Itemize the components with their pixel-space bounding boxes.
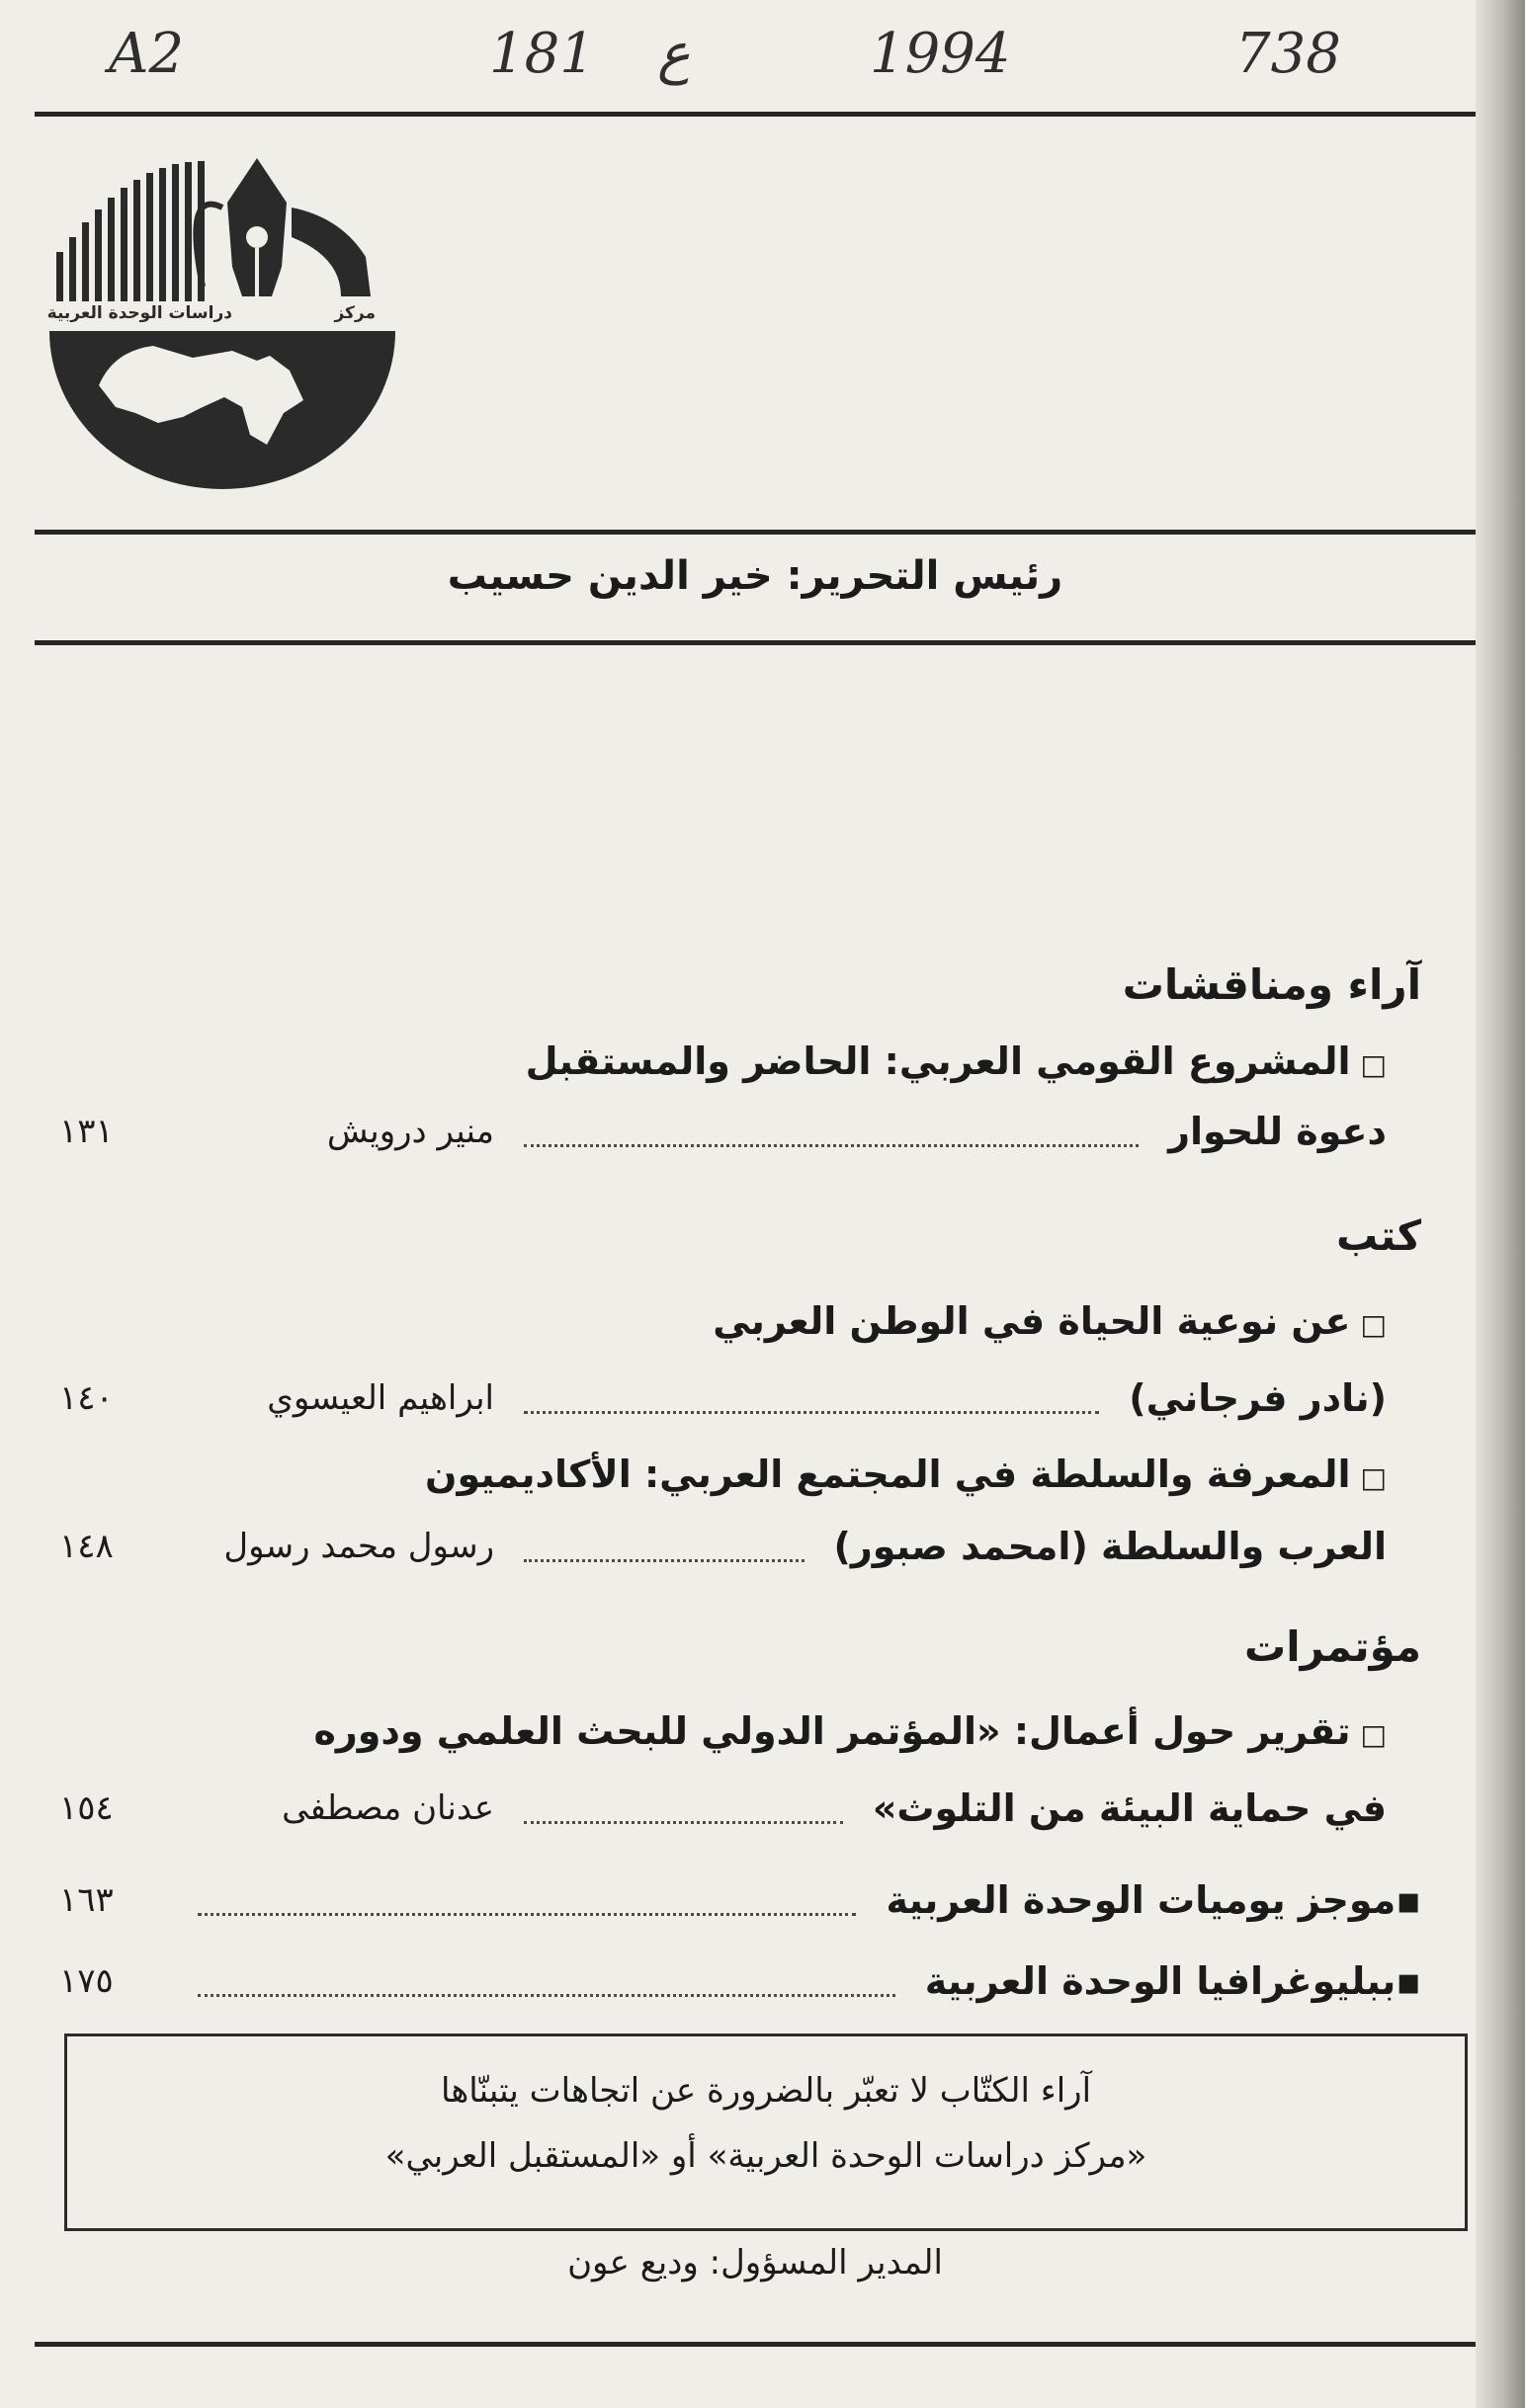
handwritten-note-d: 1994 bbox=[870, 22, 1011, 86]
handwritten-note-a: A2 bbox=[109, 22, 185, 86]
section-title: كتب bbox=[1335, 1211, 1421, 1260]
top-rule bbox=[35, 112, 1476, 117]
logo-word-name: دراسات الوحدة العربية bbox=[46, 303, 232, 323]
dot-leader bbox=[524, 1549, 805, 1562]
dot-leader bbox=[524, 1134, 1139, 1147]
entry-line[interactable]: □عن نوعية الحياة في الوطن العربي bbox=[713, 1299, 1387, 1343]
dot-leader bbox=[524, 1401, 1099, 1414]
entry-line[interactable]: □المعرفة والسلطة في المجتمع العربي: الأكاديميون bbox=[425, 1453, 1387, 1496]
author-name: منير درويش bbox=[326, 1112, 494, 1151]
entry-line: ▪موجز يوميات الوحدة العربية bbox=[886, 1878, 1421, 1922]
bullet-icon: ▪ bbox=[1396, 1959, 1421, 2003]
toc-row[interactable] bbox=[59, 1951, 1421, 2011]
toc-row[interactable] bbox=[59, 1517, 1387, 1576]
dot-leader bbox=[198, 1903, 856, 1916]
entry-line: ▪ببليوغرافيا الوحدة العربية bbox=[924, 1959, 1421, 2003]
dot-leader bbox=[524, 1811, 843, 1824]
entry-line[interactable]: □المشروع القومي العربي: الحاضر والمستقبل bbox=[525, 1039, 1387, 1083]
dot-leader bbox=[198, 1984, 895, 1997]
disclaimer-line: آراء الكتّاب لا تعبّر بالضرورة عن اتجاهات يتبنّاها bbox=[440, 2071, 1092, 2111]
toc-row[interactable] bbox=[59, 1369, 1387, 1428]
toc-row[interactable] bbox=[59, 1102, 1387, 1161]
disclaimer-box bbox=[64, 2034, 1468, 2231]
author-name: ابراهيم العيسوي bbox=[267, 1378, 494, 1418]
section-title: مؤتمرات bbox=[1244, 1622, 1421, 1671]
rule-below-chief bbox=[35, 640, 1476, 645]
page-gutter bbox=[1476, 0, 1525, 2408]
logo-word-markaz: مركز bbox=[334, 303, 376, 323]
page-number: ١٧٥ bbox=[59, 1961, 114, 2001]
author-name: عدنان مصطفى bbox=[282, 1788, 494, 1828]
entry-line: (نادر فرجاني) bbox=[1129, 1376, 1387, 1420]
page-number: ١٦٣ bbox=[59, 1880, 114, 1920]
center-logo-icon bbox=[44, 148, 400, 494]
handwritten-note-e: 738 bbox=[1235, 22, 1341, 86]
handwritten-note-b: 181 bbox=[489, 22, 595, 86]
entry-line: في حماية البيئة من التلوث» bbox=[872, 1786, 1387, 1830]
page-number: ١٤٨ bbox=[59, 1527, 114, 1566]
entry-line: دعوة للحوار bbox=[1168, 1110, 1387, 1153]
bullet-icon: ▪ bbox=[1396, 1878, 1421, 1922]
toc-row[interactable] bbox=[59, 1870, 1421, 1930]
editor-in-chief: رئيس التحرير: خير الدين حسيب bbox=[447, 553, 1063, 599]
managing-director: المدير المسؤول: وديع عون bbox=[567, 2243, 943, 2283]
bottom-rule bbox=[35, 2342, 1476, 2347]
page-number: ١٥٤ bbox=[59, 1788, 114, 1828]
entry-line[interactable]: □تقرير حول أعمال: «المؤتمر الدولي للبحث العلمي ودوره bbox=[313, 1709, 1387, 1753]
handwritten-note-c: ع bbox=[657, 22, 691, 86]
author-name: رسول محمد رسول bbox=[223, 1527, 494, 1566]
page-number: ١٤٠ bbox=[59, 1378, 114, 1418]
toc-row[interactable] bbox=[59, 1779, 1387, 1838]
page-number: ١٣١ bbox=[59, 1112, 114, 1151]
rule-above-chief bbox=[35, 530, 1476, 535]
section-title: آراء ومناقشات bbox=[1122, 960, 1421, 1009]
disclaimer-line: «مركز دراسات الوحدة العربية» أو «المستقبل العربي» bbox=[384, 2136, 1147, 2176]
entry-line: العرب والسلطة (امحمد صبور) bbox=[833, 1525, 1387, 1568]
